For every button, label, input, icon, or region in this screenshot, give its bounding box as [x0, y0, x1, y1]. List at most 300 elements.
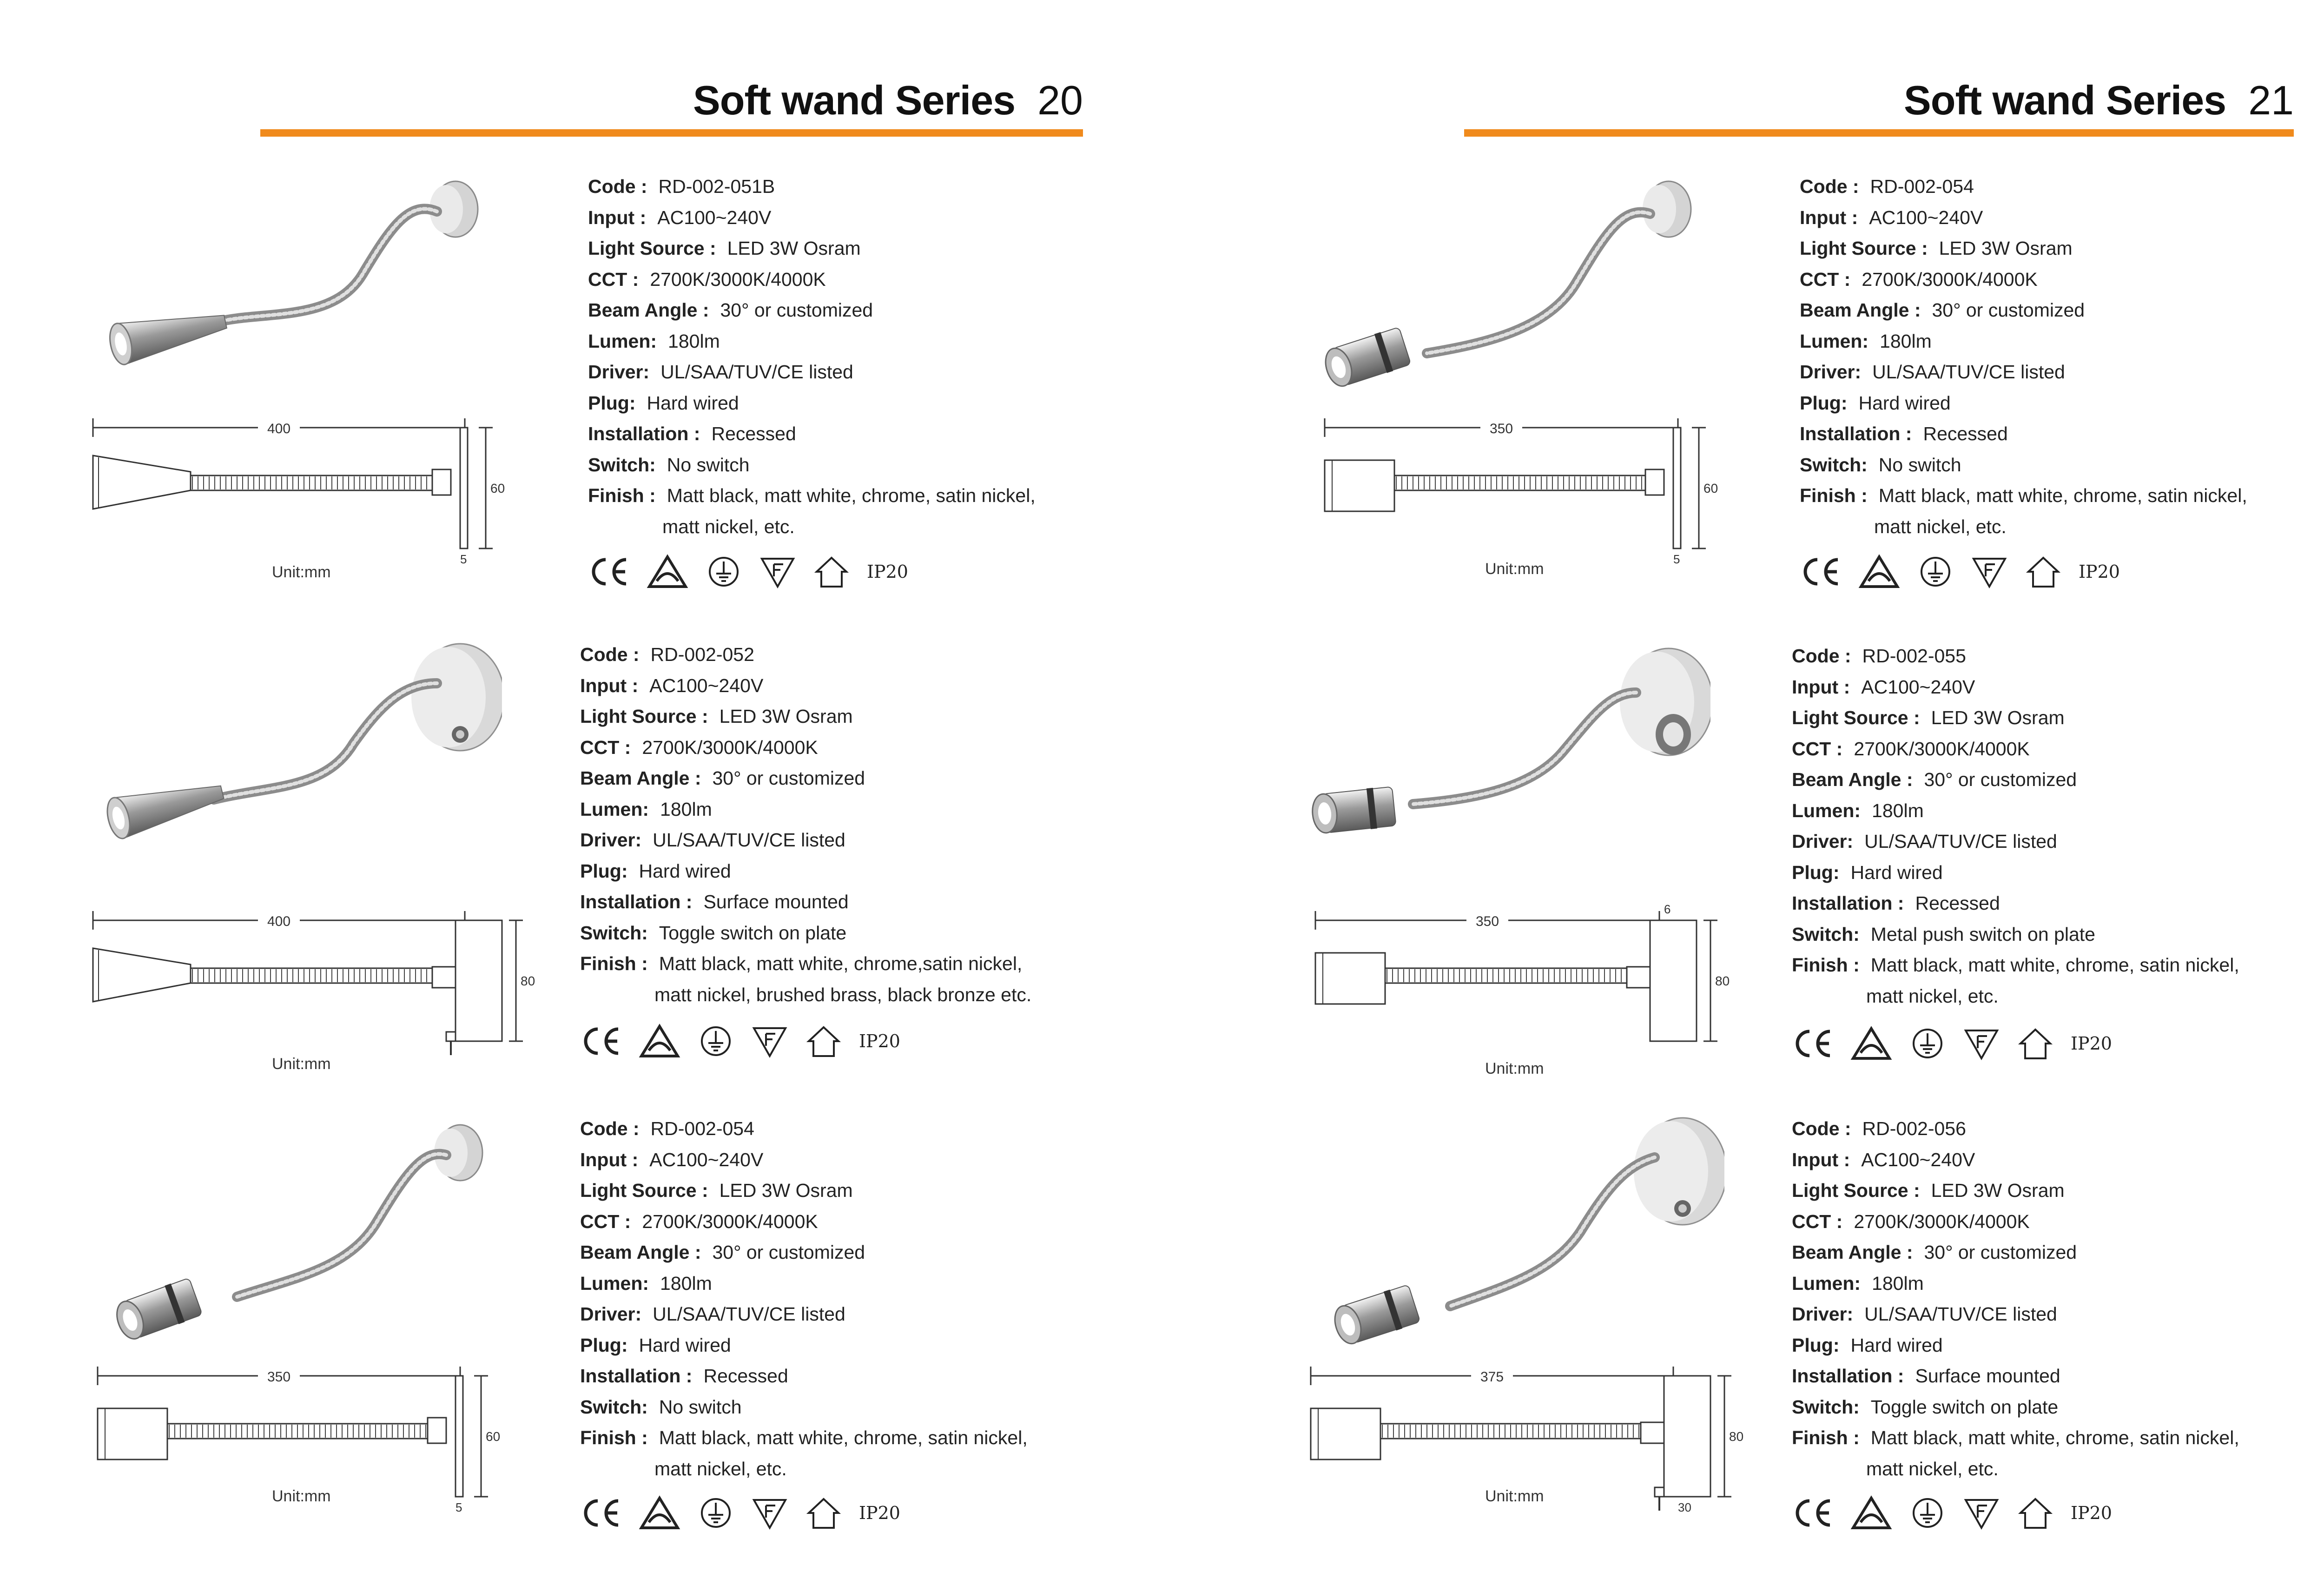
spec-finish-value: Matt black, matt white, chrome,satin nickel, — [659, 953, 1023, 974]
spec-driver-label: Driver: — [580, 829, 642, 851]
spec-driver-value: UL/SAA/TUV/CE listed — [1872, 361, 2065, 383]
head-outline — [1325, 460, 1394, 511]
length-label: 350 — [1489, 421, 1513, 436]
spec-finish-value: Matt black, matt white, chrome, satin nickel, — [1870, 1427, 2239, 1448]
spec-beam-angle — [580, 1237, 1028, 1268]
lamp-photo — [1287, 167, 1715, 428]
dimension-drawing-wrap — [84, 902, 539, 1060]
indoor-house-icon — [2017, 1494, 2054, 1532]
spec-driver — [1800, 357, 2247, 388]
spec-code — [1792, 1113, 2239, 1144]
spec-input — [580, 670, 1031, 701]
spec-switch — [580, 918, 1031, 949]
ce-mark-icon — [1792, 1025, 1834, 1062]
spec-input — [1800, 202, 2247, 233]
earth-ground-icon — [1917, 553, 1954, 590]
plate-outline — [1627, 920, 1697, 1041]
ip-rating-label: IP20 — [2071, 1033, 2112, 1054]
spec-input-label: Input : — [580, 1149, 639, 1170]
spec-installation — [580, 1360, 1028, 1392]
ce-mark-icon — [580, 1023, 622, 1060]
plate-outline — [432, 428, 468, 548]
spec-code-label: Code : — [588, 176, 647, 197]
spec-switch-value: Toggle switch on plate — [659, 922, 847, 944]
spec-plug-label: Plug: — [580, 1334, 628, 1356]
spec-finish-value: Matt black, matt white, chrome, satin nickel, — [1878, 485, 2247, 506]
spec-cct-label: CCT : — [580, 736, 631, 758]
spec-switch-label: Switch: — [580, 922, 648, 944]
lamp-photo — [74, 167, 502, 428]
ip-rating-label: IP20 — [859, 1031, 900, 1051]
ce-mark-icon — [580, 1494, 622, 1532]
spec-code — [1792, 641, 2239, 672]
spec-cct-label: CCT : — [580, 1210, 631, 1232]
product-photo — [79, 1111, 507, 1371]
spec-installation — [1792, 1360, 2239, 1392]
spec-input-label: Input : — [1800, 206, 1858, 228]
indoor-house-icon — [813, 553, 850, 590]
arm-highlight — [214, 683, 437, 799]
certification-icons — [1792, 1025, 2112, 1062]
earth-ground-icon — [705, 553, 742, 590]
lamp-photo — [79, 1111, 507, 1371]
spec-lumen-value: 180lm — [660, 798, 712, 820]
spec-beam-angle-label: Beam Angle : — [1792, 769, 1913, 790]
spec-lumen — [580, 1268, 1028, 1299]
ip-rating-label: IP20 — [2071, 1503, 2112, 1523]
spec-cct-value: 2700K/3000K/4000K — [642, 1210, 818, 1232]
rcm-mark-icon — [639, 1494, 680, 1532]
spec-list — [580, 1113, 1028, 1484]
spec-lumen-label: Lumen: — [1792, 799, 1861, 821]
spec-code-label: Code : — [1792, 1118, 1851, 1139]
spec-finish-continued: matt nickel, etc. — [1874, 515, 2007, 537]
header-rule — [1464, 129, 2294, 137]
spec-code-label: Code : — [580, 1118, 640, 1139]
page-number: 20 — [1037, 77, 1083, 123]
spec-switch-label: Switch: — [580, 1396, 648, 1418]
spec-switch — [1792, 919, 2239, 950]
f-mark-icon — [751, 1023, 788, 1060]
spec-code-value: RD-002-051B — [658, 176, 775, 197]
earth-ground-icon — [697, 1023, 734, 1060]
arm-highlight — [237, 1154, 446, 1297]
spec-light-source-value: LED 3W Osram — [1931, 707, 2065, 728]
rcm-mark-icon — [639, 1023, 680, 1060]
spec-installation-value: Recessed — [703, 1365, 788, 1387]
product-photo — [74, 637, 502, 897]
spec-finish-label: Finish : — [1792, 954, 1860, 976]
lamp-photo — [1283, 641, 1710, 902]
spec-lumen-label: Lumen: — [1800, 330, 1869, 352]
rcm-mark-icon — [1858, 553, 1900, 590]
spec-switch-value: Metal push switch on plate — [1870, 923, 2095, 945]
spec-list — [1800, 171, 2247, 542]
product-photo — [74, 167, 502, 428]
indoor-house-icon — [2017, 1025, 2054, 1062]
spec-installation — [1792, 888, 2239, 919]
arm-outline — [191, 968, 432, 983]
spec-code — [580, 639, 1031, 670]
spec-finish-continued: matt nickel, etc. — [662, 515, 795, 537]
spec-driver-label: Driver: — [588, 361, 650, 383]
spec-beam-angle — [1800, 295, 2247, 326]
spec-switch — [1800, 449, 2247, 481]
dimension-drawing — [84, 902, 539, 1060]
ce-mark-icon — [1800, 553, 1842, 590]
spec-cct-label: CCT : — [1800, 268, 1851, 290]
spec-lumen-value: 180lm — [1872, 1272, 1924, 1294]
spec-input-value: AC100~240V — [1861, 1149, 1975, 1170]
certification-icons — [1792, 1494, 2112, 1532]
page-number: 21 — [2248, 77, 2294, 123]
gooseneck-arm — [214, 683, 437, 799]
lamp-head — [104, 772, 227, 841]
indoor-house-icon — [805, 1023, 842, 1060]
rcm-mark-icon — [647, 553, 688, 590]
length-label: 400 — [267, 421, 291, 436]
spec-light-source-label: Light Source : — [1792, 1180, 1920, 1201]
spec-finish-continued: matt nickel, brushed brass, black bronze etc. — [654, 984, 1032, 1005]
spec-lumen-label: Lumen: — [580, 798, 649, 820]
height-label: 80 — [1715, 974, 1730, 988]
spec-code-label: Code : — [1800, 176, 1859, 197]
spec-beam-angle-value: 30° or customized — [720, 299, 873, 321]
spec-driver-value: UL/SAA/TUV/CE listed — [1864, 1303, 2057, 1325]
spec-light-source-value: LED 3W Osram — [1931, 1180, 2065, 1201]
arm-highlight — [1427, 212, 1650, 353]
spec-finish-continued: matt nickel, etc. — [1866, 1458, 1999, 1479]
spec-light-source — [588, 233, 1036, 264]
spec-lumen-value: 180lm — [660, 1272, 712, 1294]
spec-driver-value: UL/SAA/TUV/CE listed — [653, 1303, 845, 1325]
spec-lumen — [1792, 1268, 2239, 1299]
spec-plug-value: Hard wired — [639, 860, 731, 882]
spec-switch — [580, 1392, 1028, 1423]
header-rule — [260, 129, 1083, 137]
unit-label: Unit:mm — [1485, 1487, 1544, 1505]
spec-driver-value: UL/SAA/TUV/CE listed — [653, 829, 845, 851]
height-label: 60 — [486, 1429, 501, 1444]
plate-outline — [432, 920, 502, 1055]
spec-plug-label: Plug: — [1792, 861, 1840, 883]
head-outline — [93, 948, 191, 1002]
spec-list — [580, 639, 1031, 1010]
spec-input-value: AC100~240V — [649, 1149, 764, 1170]
certification-icons — [580, 1494, 900, 1532]
lamp-head — [106, 301, 230, 366]
height-label: 80 — [1729, 1429, 1744, 1444]
spec-driver — [588, 357, 1036, 388]
spec-driver — [580, 1299, 1028, 1330]
spec-finish-label: Finish : — [588, 485, 656, 506]
spec-beam-angle-value: 30° or customized — [1932, 299, 2085, 321]
lamp-head — [112, 1277, 203, 1343]
spec-input-value: AC100~240V — [657, 206, 772, 228]
extra-dimension-label: 6 — [1664, 902, 1671, 916]
spec-installation-label: Installation : — [588, 423, 700, 444]
head-outline — [98, 1408, 167, 1460]
spec-code — [588, 171, 1036, 202]
spec-finish-value: Matt black, matt white, chrome, satin nickel, — [667, 485, 1036, 506]
certification-icons — [588, 553, 908, 590]
spec-beam-angle-label: Beam Angle : — [1792, 1242, 1913, 1263]
spec-switch-value: No switch — [1878, 454, 1961, 476]
spec-code — [1800, 171, 2247, 202]
certification-icons — [1800, 553, 2120, 590]
product-photo — [1283, 641, 1710, 902]
spec-driver-label: Driver: — [580, 1303, 642, 1325]
arm-highlight — [1413, 693, 1636, 804]
wall-plate — [1620, 648, 1710, 755]
spec-finish-label: Finish : — [580, 953, 648, 974]
spec-lumen — [1792, 795, 2239, 826]
spec-code-label: Code : — [1792, 645, 1851, 667]
spec-code-value: RD-002-052 — [650, 644, 754, 665]
lamp-photo — [1297, 1111, 1724, 1371]
spec-input-label: Input : — [588, 206, 647, 228]
spec-installation-label: Installation : — [580, 1365, 693, 1387]
spec-switch — [1792, 1392, 2239, 1423]
spec-switch-label: Switch: — [1800, 454, 1868, 476]
spec-switch-value: No switch — [667, 454, 750, 476]
spec-plug — [1792, 857, 2239, 888]
plate-outline — [428, 1376, 463, 1497]
spec-code-label: Code : — [580, 644, 640, 665]
spec-plug-value: Hard wired — [1850, 1334, 1943, 1356]
arm-outline — [167, 1424, 428, 1439]
f-mark-icon — [751, 1494, 788, 1532]
spec-finish-label: Finish : — [1800, 485, 1868, 506]
spec-finish — [580, 948, 1031, 979]
spec-light-source-label: Light Source : — [580, 1180, 708, 1201]
spec-cct-value: 2700K/3000K/4000K — [650, 268, 826, 290]
wall-plate — [411, 644, 502, 751]
spec-plug-label: Plug: — [588, 392, 636, 414]
spec-plug — [1792, 1330, 2239, 1361]
arm-highlight — [223, 209, 437, 321]
spec-switch-label: Switch: — [588, 454, 656, 476]
spec-cct-label: CCT : — [588, 268, 639, 290]
spec-input — [580, 1144, 1028, 1176]
wall-plate — [1634, 1118, 1724, 1225]
height-label: 60 — [490, 481, 505, 495]
spec-beam-angle-value: 30° or customized — [712, 767, 865, 789]
ip-rating-label: IP20 — [867, 561, 908, 582]
spec-switch — [588, 449, 1036, 481]
spec-cct — [1792, 1206, 2239, 1237]
dimension-drawing-wrap — [1306, 902, 1762, 1060]
f-mark-icon — [1963, 1025, 2000, 1062]
page-header — [1464, 77, 2294, 132]
spec-beam-angle-label: Beam Angle : — [588, 299, 709, 321]
product-photo — [1287, 167, 1715, 428]
spec-cct-label: CCT : — [1792, 1210, 1843, 1232]
spec-code-value: RD-002-054 — [1870, 176, 1974, 197]
spec-installation — [580, 886, 1031, 918]
spec-finish — [580, 1422, 1028, 1453]
spec-lumen-label: Lumen: — [1792, 1272, 1861, 1294]
spec-list — [1792, 1113, 2239, 1484]
spec-driver-value: UL/SAA/TUV/CE listed — [1864, 831, 2057, 852]
plate-outline — [1645, 428, 1681, 548]
spec-input-label: Input : — [1792, 676, 1850, 698]
f-mark-icon — [1971, 553, 2008, 590]
head-outline — [1315, 953, 1385, 1004]
spec-light-source-label: Light Source : — [580, 706, 708, 727]
spec-lumen-label: Lumen: — [588, 330, 657, 352]
spec-finish — [1792, 1422, 2239, 1453]
spec-installation-label: Installation : — [580, 891, 693, 912]
unit-label: Unit:mm — [272, 563, 331, 581]
spec-finish-continued: matt nickel, etc. — [654, 1458, 787, 1479]
gooseneck-arm — [1427, 212, 1650, 353]
ce-mark-icon — [1792, 1494, 1834, 1532]
spec-finish-label: Finish : — [1792, 1427, 1860, 1448]
spec-plug — [588, 388, 1036, 419]
spec-switch-value: No switch — [659, 1396, 742, 1418]
extra-dimension-label: 5 — [460, 552, 467, 566]
extra-dimension-label: 5 — [1673, 552, 1680, 566]
spec-lumen-value: 180lm — [668, 330, 720, 352]
spec-driver-label: Driver: — [1792, 831, 1854, 852]
arm-outline — [1380, 1424, 1641, 1439]
indoor-house-icon — [805, 1494, 842, 1532]
spec-beam-angle-value: 30° or customized — [1924, 1242, 2077, 1263]
spec-finish-continued: matt nickel, etc. — [1866, 985, 1999, 1007]
spec-driver — [1792, 1299, 2239, 1330]
series-title: Soft wand Series — [1904, 77, 2226, 123]
spec-switch-label: Switch: — [1792, 1396, 1860, 1418]
spec-finish-value: Matt black, matt white, chrome, satin nickel, — [1870, 954, 2239, 976]
lamp-head — [1321, 326, 1412, 390]
spec-installation-value: Surface mounted — [1915, 1365, 2060, 1387]
spec-code-value: RD-002-054 — [650, 1118, 754, 1139]
spec-input-label: Input : — [580, 674, 639, 696]
extra-dimension-label: 30 — [1678, 1500, 1691, 1514]
rcm-mark-icon — [1850, 1494, 1892, 1532]
lamp-head — [1311, 786, 1396, 835]
head-outline — [1311, 1408, 1380, 1460]
spec-plug — [580, 1330, 1028, 1361]
ip-rating-label: IP20 — [859, 1503, 900, 1523]
spec-plug — [1800, 388, 2247, 419]
length-label: 400 — [267, 914, 291, 929]
spec-plug-value: Hard wired — [639, 1334, 731, 1356]
dimension-drawing — [1306, 902, 1762, 1060]
spec-cct-value: 2700K/3000K/4000K — [642, 736, 818, 758]
earth-ground-icon — [697, 1494, 734, 1532]
dimension-drawing — [84, 409, 539, 567]
spec-input-value: AC100~240V — [649, 674, 764, 696]
spec-input — [1792, 1144, 2239, 1176]
spec-beam-angle-value: 30° or customized — [1924, 769, 2077, 790]
spec-code-value: RD-002-056 — [1862, 1118, 1966, 1139]
spec-installation — [588, 418, 1036, 449]
certification-icons — [580, 1023, 900, 1060]
length-label: 350 — [267, 1369, 291, 1385]
spec-list — [1792, 641, 2239, 1011]
spec-cct — [580, 1206, 1028, 1237]
spec-cct-value: 2700K/3000K/4000K — [1854, 1210, 2030, 1232]
spec-cct-value: 2700K/3000K/4000K — [1862, 268, 2038, 290]
gooseneck-arm — [237, 1154, 446, 1297]
spec-finish — [588, 480, 1036, 511]
spec-lumen — [1800, 326, 2247, 357]
ip-rating-label: IP20 — [2079, 561, 2120, 582]
spec-lumen — [580, 794, 1031, 825]
spec-beam-angle — [1792, 1237, 2239, 1268]
spec-driver-label: Driver: — [1792, 1303, 1854, 1325]
spec-switch-label: Switch: — [1792, 923, 1860, 945]
spec-input-value: AC100~240V — [1869, 206, 1983, 228]
spec-cct — [588, 264, 1036, 295]
lamp-head — [1330, 1284, 1421, 1348]
spec-light-source-value: LED 3W Osram — [1939, 238, 2073, 259]
spec-cct-label: CCT : — [1792, 738, 1843, 759]
spec-code-value: RD-002-055 — [1862, 645, 1966, 667]
arm-outline — [1394, 476, 1645, 490]
page-header — [260, 77, 1083, 132]
spec-beam-angle-label: Beam Angle : — [1800, 299, 1921, 321]
spec-plug-value: Hard wired — [1858, 392, 1951, 414]
product-photo — [1297, 1111, 1724, 1371]
spec-lumen-label: Lumen: — [580, 1272, 649, 1294]
spec-light-source-value: LED 3W Osram — [719, 1180, 853, 1201]
dimension-drawing-wrap — [1315, 409, 1771, 567]
spec-light-source-value: LED 3W Osram — [719, 706, 853, 727]
spec-driver-label: Driver: — [1800, 361, 1862, 383]
spec-finish-value: Matt black, matt white, chrome, satin nickel, — [659, 1427, 1028, 1448]
spec-cct — [1792, 733, 2239, 765]
ce-mark-icon — [588, 553, 630, 590]
spec-light-source-label: Light Source : — [588, 238, 716, 259]
spec-cct — [1800, 264, 2247, 295]
spec-plug — [580, 856, 1031, 887]
spec-plug-label: Plug: — [1792, 1334, 1840, 1356]
spec-lumen-value: 180lm — [1880, 330, 1932, 352]
unit-label: Unit:mm — [272, 1487, 331, 1505]
spec-driver — [580, 825, 1031, 856]
length-label: 350 — [1475, 914, 1499, 929]
spec-input — [1792, 672, 2239, 703]
spec-finish — [1800, 480, 2247, 511]
rcm-mark-icon — [1850, 1025, 1892, 1062]
spec-light-source — [1792, 702, 2239, 733]
lamp-photo — [74, 637, 502, 897]
f-mark-icon — [1963, 1494, 2000, 1532]
arm-outline — [1385, 968, 1627, 983]
height-label: 60 — [1703, 481, 1718, 495]
height-label: 80 — [521, 974, 535, 988]
spec-installation-value: Surface mounted — [703, 891, 849, 912]
spec-light-source — [1792, 1175, 2239, 1206]
spec-driver-value: UL/SAA/TUV/CE listed — [660, 361, 853, 383]
spec-beam-angle — [1792, 764, 2239, 795]
length-label: 375 — [1480, 1369, 1504, 1385]
unit-label: Unit:mm — [1485, 560, 1544, 578]
spec-switch-value: Toggle switch on plate — [1870, 1396, 2059, 1418]
spec-finish — [1792, 950, 2239, 981]
spec-light-source-label: Light Source : — [1792, 707, 1920, 728]
dimension-drawing — [1315, 409, 1771, 567]
spec-lumen-value: 180lm — [1872, 799, 1924, 821]
f-mark-icon — [759, 553, 796, 590]
spec-installation-value: Recessed — [1915, 892, 2000, 914]
spec-beam-angle — [580, 763, 1031, 794]
spec-cct-value: 2700K/3000K/4000K — [1854, 738, 2030, 759]
spec-driver — [1792, 826, 2239, 857]
